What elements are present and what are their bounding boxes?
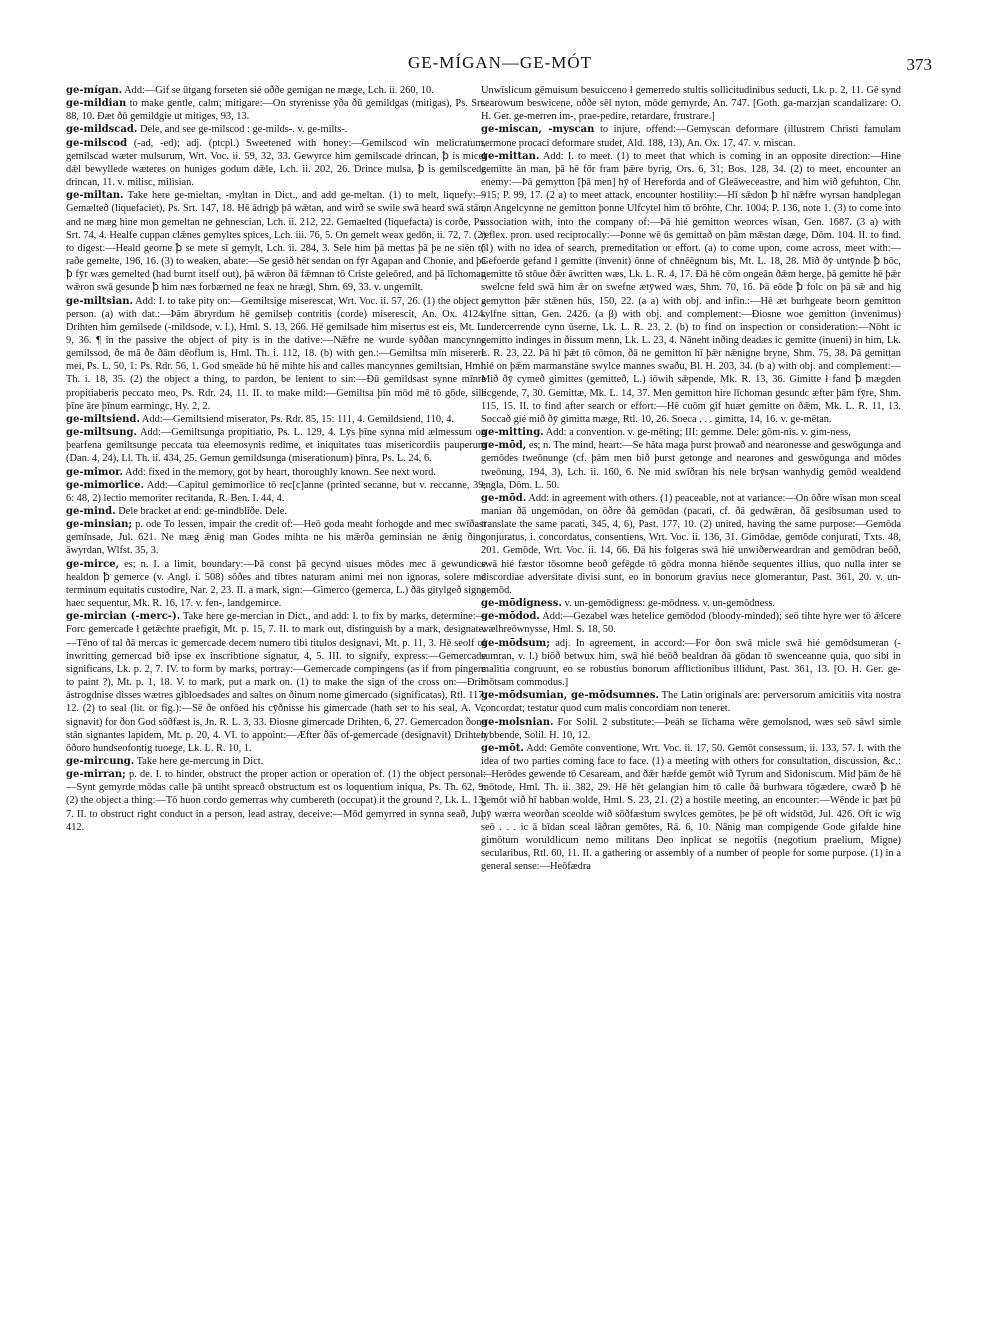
entry-text: Take here ge-mercian in Dict., and add: I. to fix by marks, determine:—Forc gemercade ł getǣchte praefigit, Mt. p. 15, 7. II. to mark out, distinguish by a mark, designate:—Tēno of tal ðā mercas ic gemercade decem numero tibi titulos designavi, Mt. p. 11, 3. Hē seolf of inwritting gemercad bið ipse ex inscribtione signatur, 4, 5. III. to signify, express:—Gemercade significans, Lk. p. 2, 7. IV. to form by marks, portray:—Gemercade compingens (as if from pingere to paint ?), Mt. p. 1, 18. V. to mark, put a mark on. (1) to make the sign of the cross on:—Ðrih āstrogdnise disses wætres gibloedsades and saltes on ðinum nome gimercado (significatas), Rtl. 117, 12. (2) to seal (lit. or fig.):—Sē ðe onfōed his cȳðnisse his gimercade (hath set to his seal, A. V.; signavit) for ðon God sōðfæst is, Jn. R. L. 3, 33. Ðiosne gimercade Drihten, 6, 27. Gemercadon ðone stān signantes lapidem, Mt. p. 20, 4. VI. to appoint:—Æfter ðās of-gemercade (designavit) Drihten ōðoro hundseofontig tuoege, Lk. L. R. 10, 1. bbox=[66, 611, 487, 754]
entry-headword: ge-mōd, bbox=[481, 440, 527, 452]
right-column bbox=[481, 84, 901, 873]
dictionary-entry bbox=[66, 755, 486, 768]
entry-headword: ge-mōdsum; bbox=[481, 637, 550, 649]
entry-text: Add: I. to take pity on:—Gemiltsige miserescat, Wrt. Voc. ii. 57, 26. (1) the object a person. (a) with dat.:—Þām ābryrdum hē gemilseþ contritis (corde) miserescit, An. Ox. 4124. Drihten him gemilsede (-mildsode, v. l.), Hml. S. 13, 266. Hē gemilsade him misertus est eis, Mt. L. 9, 36. ¶ in the passive the object of pity is in the dative:—Nǣfre ne wurde syððan mancynne gemilssod, ðe mā ðe ðām dēoflum is, Hml. Th. i. 112, 18. (b) with gen.:—Gemiltsa mīn miserere mei, Ps. L. 50, 1: Ps. Rdr. 56, 1. God smeāde hū hē mihte his and calles mancynnes gemiltsian, Hml. Th. i. 18, 35. (2) the object a thing, to pardon, be lenient to sin:—Ðū gemildsast synne mīnre propitiaberis peccato meo, Ps. Rdr. 24, 11. II. to make mild:—Gemiltsa þīn mōd mē tō gōde, sile þīne āre þīnum earmingc, Hy. 2, 2. bbox=[66, 295, 486, 412]
entry-text: Add:—Gif se ūtgang forseten sié oððe gemígan ne mæge, Lch. ii. 260, 10. bbox=[122, 85, 434, 96]
entry-text: Add:—Gezabel wæs hetelice gemōdod (bloody-minded); seō tihte hyre wer tō ǣlcere wælhreōwnysse, Hml. S. 18, 50. bbox=[481, 611, 901, 636]
entry-headword: ge-miltsung. bbox=[66, 427, 137, 439]
entry-headword: ge-mittan. bbox=[481, 150, 540, 162]
dictionary-entry bbox=[481, 123, 901, 149]
entry-headword: ge-mircian (-merc-). bbox=[66, 611, 181, 623]
entry-text: to injure, offend:—Gemyscan deformare (illustrem Christi famulam sermone procaci deformare studet, Ald. 188, 13), An. Ox. 17, 47. v. miscan. bbox=[481, 124, 901, 149]
dictionary-entry bbox=[481, 637, 901, 690]
entry-text: Add: a convention. v. ge-mēting; III: gemme. Dele: gōm-nis. v. gim-ness, bbox=[543, 427, 851, 439]
entry-text: es; n. The mind, heart:—Se hāta maga þurst þrowað and nearonesse and geswōgunga and gemōdes tweōnunge (cf. þām men bið þurst getonge and nearones and geswōgunga and mōdes tweōnung, 194, 3), Lch. ii. 160, 6. Ne mid swīðran his nele brȳsan wanhydig gemōd wealdend engla, Dōm. L. 50. bbox=[481, 440, 901, 491]
page-number: 373 bbox=[906, 55, 932, 74]
entry-headword: ge-mimorlice. bbox=[66, 479, 144, 491]
dictionary-entry bbox=[66, 137, 486, 190]
dictionary-entry bbox=[66, 505, 486, 518]
entry-text: Take here ge-mercung in Dict. bbox=[134, 755, 264, 767]
dictionary-entry bbox=[66, 518, 486, 557]
entry-text: adj. In agreement, in accord:—For ðon swā micle swā hié gemōdsumeran (-sumran, v. l.) biōð betwux him, swā hié beōð bealdran ðā gōdan tō swenceanne quia, quo sibi in malitia congruunt, eo se robustius bonorum afflictionibus illidunt, Past. 361, 13. [O. H. Ger. ge-mōtsam commodus.] bbox=[481, 637, 901, 689]
entry-text: p. ode To lessen, impair the credit of:—Heō goda meaht forhogde and mec swīðast gemīnsade, Jul. 621. Ne mæg ǣnig man Godes mihta ne his mǣrða geminsian ne ǣnig ðing āwyrdan, Wlfst. 35, 3. bbox=[66, 519, 486, 557]
dictionary-entry bbox=[66, 426, 486, 465]
dictionary-entry bbox=[66, 84, 486, 97]
entry-headword: ge-mirce, bbox=[66, 558, 120, 570]
entry-headword: ge-mimor. bbox=[66, 466, 123, 478]
entry-text: es; n. I. a limit, boundary:—Þā const þā gecynd uisues mōdes mec ā gewundice healdon ꝥ gemerce (v. Angl. i. 508) sōðes and tibtes naturam animi mei non ignoras, solere me terminum equitatis custodire, Nar. 2, 23. II. a mark, sign:—Gimerco (gemerca, L.) ðās gitylgeð signa haec sequentur, Mk. R. 16, 17. v. fen-, landgemirce. bbox=[66, 558, 486, 610]
dictionary-entry bbox=[481, 716, 901, 742]
page-title: GE-MÍGAN—GE-MÓT bbox=[407, 53, 593, 72]
entry-headword: ge-mōdsumian, ge-mōdsumnes. bbox=[481, 690, 659, 702]
entry-headword: ge-mōd. bbox=[481, 492, 527, 504]
entry-headword: ge-molsnian. bbox=[481, 716, 554, 728]
entry-headword: ge-milscod bbox=[66, 137, 128, 149]
dictionary-entry bbox=[66, 610, 486, 755]
entry-text: Add: Gemōte conventione, Wrt. Voc. ii. 17, 50. Gemōt consessum, ii. 133, 57. I. with the idea of two parties coming face to face. (1) a meeting with others for consultation, discussion, &c.:—Herōdes gewende tō Cesaream, and ðǣr hæfde gemōt wið Tyrum and Sidoniscum. Mid þām ðe hē mōtode, Hml. Th. ii. 382, 29. Hē hēt gelangian him tō calle ðā burhwara tōgædere, cwæð ꝥ hē gemōt wið hī habban wolde, Hml. S. 23, 21. (2) a hostile meeting, an encounter:—Wēnde ic þæt þū þȳ wærra weorðan sceolde wið sōðfæstum swylces gemōtes, þe þē oft widstōd, Jul. 426. Oft ic wīg seō . . . ic ā bīdan sceal lāðran gemōtes, Rā. 6, 10. Nānig man compigende Gode gifalde hine gimōtum woruldlicum nemo militans Deo inplicat se negotiis (negotium praelium, Migne) secularibus, Rtl. 60, 11. II. a gathering or assembly of a number of people for some purpose. (1) in a general sense:—Heōfædra bbox=[481, 742, 901, 873]
entry-text: Unwīslicum gēmuisum besuicceno ł gemerredo stultis sollicitudinibus seducti, Lk. p. 2, 11. Gē synd searowum beswicene, oððe sēl nyton, mōde gemyrde, An. 747. [Goth. ga-marzjan scandalizare: O. H. Ger. ge-merren im-, prae-pedire, retardare, frustrare.] bbox=[481, 85, 901, 123]
dictionary-entry bbox=[481, 597, 901, 610]
dictionary-entry bbox=[66, 97, 486, 123]
dictionary-entry bbox=[481, 439, 901, 492]
entry-text: Add: fixed in the memory, got by heart, thoroughly known. See next word. bbox=[122, 466, 436, 478]
entry-text: (-ad, -ed); adj. (ptcpl.) Sweetened with honey:—Gemilscod wīn melicratum, gemilscad wæter mulsurum, Wrt. Voc. ii. 59, 32, 33. Gewyrce him gemilscade drincan, ꝥ is micel dǣl bewyllede wæteres on huniges godum dǣle, Lch. ii. 202, 26. Drince mulsa, ꝥ is gemilscede drincan, 11. v. milisc, milisian. bbox=[66, 137, 486, 189]
dictionary-entry bbox=[481, 689, 901, 715]
entry-headword: ge-miltsian. bbox=[66, 295, 133, 307]
left-column bbox=[66, 84, 486, 834]
entry-headword: ge-miscan, -myscan bbox=[481, 124, 595, 136]
dictionary-entry bbox=[481, 742, 901, 874]
dictionary-entry bbox=[481, 150, 901, 426]
entry-text: Dele, and see ge-milscod : ge-milds-. v. ge-milts-. bbox=[137, 124, 348, 136]
entry-text: Add:—Capitul gemimorlice tō rec[c]anne (printed secanne, but v. reccanne, 39, 6: 48, 2) lectio memoriter recitanda, R. Ben. I. 44, 4. bbox=[66, 479, 486, 504]
entry-text: Add: in agreement with others. (1) peaceable, not at variance:—On ōðre wīsan mon sceal manian ðā ungemōdan, on ōðre ðā gemōdan (pacati, cf. ðā gedwǣran, ðā gesibsuman used to translate the same pacati, 345, 4, 6), Past. 177, 10. (2) united, having the same purpose:—Gemōda conjuratus, i. concordatus, consentiens, Wrt. Voc. ii. 136, 31. Gimōdae, gemōde conjurati, Txts. 48, 201. Gemōde, Wrt. Voc. ii. 14, 66. Ðā his folgeras swā hié unwiðerweardran and gemōdran beōð, swā hié fæstor tōsomne beoð gefēgde tō gōdra monna hiēnðe sequentes illius, quo nulla inter se discordiae adversitate divisi sunt, eo in bonorum gravius nece glomerantur, Past. 361, 20. v. un-gemōd. bbox=[481, 492, 901, 596]
entry-headword: ge-mircung. bbox=[66, 755, 135, 767]
entry-text: The Latin originals are: perversorum amicitiis vita nostra concordat; testatur quod cum malis concordiam non teneret. bbox=[481, 690, 901, 715]
dictionary-entry bbox=[66, 479, 486, 505]
entry-text: Add: I. to meet. (1) to meet that which is coming in an opposite direction:—Hine gemitte ān man, þā hē fōr fram þǣre byrig, Ors. 6, 31; Bos. 128, 34. (2) to meet, encounter an enemy:—Þā gemytton [þā men] hȳ of Hereforda and of Gleāweceastre, and him wið gefuhton, Chr. 915; P. 99, 17. (2 a) to meet attack, encounter hostility:—Hī sǣdon ꝥ hī nǣfre wyrsan handplegan on Angelcynne ne gemitton þonne Ulfcytel him tō brōhte, Chr. 1004; P. 136, note 1. (3) to come into association with, into the company of:—Þā hié gemitton weorces wīsan, Gen. 1687. (3 a) with reflex. pron. used reciprocally:—Þonne wē ūs gemittað on þām mǣstan dæge, Dōm. 104. II. to find. (1) with no idea of search, premeditation or effort. (a) to come upon, come across, meet with:—Gefoerde gefand ł gemitte (invenit) ōnne of cħnēēgnum bis, Mt. L. 18, 28. Mið ðȳ untȳnde ꝥ bōc, gemitte tō stōue ðǣr āwritten wæs, Lk. L. R. 4, 17. Ðā hē cōm ongeān ðǣm herge, þā gemitte hē þǣr swelcne feld swā him ǣr on swefne ætȳwed wæs, Shm. 70, 16. Þā eōde ꝥ folc on þā sǣ and hig gemytton þǣr stǣnen hūs, 150, 22. (a a) with obj. and infin.:—Hē æt burhgeate beorn gemitton sylfne sittan, Gen. 2426. (a β) with obj. and complement:—Ðiosne woe gemitton (invenimus) undercerrende cynn ūserne, Lk. L. R. 23, 2. (b) to find on inspection or consideration:—Nōht ic gemitto indinges in ðissum menn, Lk. L. 23, 4. Nāneht inðing deadæs ic gemitte (inueni) in him, Lk. L. R. 23, 22. Þā hī þǣt tō cōmon, ðā ne gemitton hī þǣr nǣnigne bryne, Shm. 75, 38. Þā gemittan hié on þǣm marmanstāne swylce mannes swaðu, Bl. H. 203, 34. (b a) with obj. and complement:—Mið ðȳ cymeð gimittes (gemitteð, L.) iōwih sǣpende, Mk. R. 13, 36. Gimitte ł fand ꝥ mægden licgende, 7, 30. Gemittæ, Mk. L. 14, 37. Men gemitton hire līchoman gesundc æfter þām fȳre, Shm. 115, 15. II. to find after search or effort:—Hē cuōm gif huæt gemitte on ðǣm, Mk. L. R. 11, 13. Soccað gié mið ðȳ gimitta mæge, Rtl. 10, 26. Soeca . . . gimitta, 14, 16. v. ge-mētan. bbox=[481, 150, 901, 425]
entry-headword: ge-mildscad. bbox=[66, 124, 138, 136]
entry-headword: ge-minsian; bbox=[66, 519, 133, 531]
entry-headword: ge-mōdod. bbox=[481, 611, 540, 623]
entry-headword: ge-mind. bbox=[66, 506, 116, 517]
entry-text: Add:—Gemiltsunga propitiatio, Ps. L. 129, 4. Lȳs þīne synna mid ælmessum on þearfena gemiltsunge peccata tua eleemosynis redime, et iniquitates tuas misericordiis pauperum (Dan. 4, 24), Ll. Th. ii. 434, 25. Gemun gemildsunga (miserationum) þīnra, Ps. L. 24, 6. bbox=[66, 427, 486, 465]
dictionary-entry bbox=[66, 123, 486, 136]
entry-headword: ge-mitting. bbox=[481, 427, 544, 439]
dictionary-entry bbox=[66, 466, 486, 479]
dictionary-entry bbox=[481, 610, 901, 636]
entry-text: For Solil. 2 substitute:—Þeáh se līchama wēre gemolsnod, wæs seō sāwl simle lybbende, Solil. H. 10, 12. bbox=[481, 716, 901, 741]
entry-text: Dele bracket at end: ge-mindblīðe. Dele. bbox=[115, 506, 288, 517]
entry-text: Add:—Gemiltsiend miserator, Ps. Rdr. 85, 15: 111, 4. Gemildsiend, 110, 4. bbox=[139, 413, 455, 425]
entry-headword: ge-miltan. bbox=[66, 190, 124, 202]
entry-headword: ge-mōdigness. bbox=[481, 598, 562, 610]
entry-headword: ge-miltsiend. bbox=[66, 413, 140, 425]
entry-text: Take here ge-mieltan, -myltan in Dict., and add ge-meltan. (1) to melt, liquefy:—Gemælteð (liquefaciet), Ps. Srt. 147, 18. Hē ādrigþ þā wǣtan, and wirð se swile swā heard swā stān, and ne mæg hine mon gemeltan ne gehnescian, Lch. ii. 212, 22. Gemaelted (liquefacta) is corðe, Ps. Srt. 74, 4. Healfe cuppan clǣnes gemyltes spices, Lch. iii. 76, 5. On gemelt weax gedōn, ii. 72, 7. (2) to digest:—Heald georne ꝥ se mete sī gemylt, Lch. ii. 284, 3. Sele him þā mettas þā þe ne siēn tō raðe gemelte, 196, 16. (3) to weaken, abate:—Se gesið hēt sendan on fȳr Agapan and Chonie, and þā ꝥ fȳr wæs gemelted (had burnt itself out), þā wǣron ðā fǣmnan tō Criste geleōred, and þā līchoman wǣron swā gesunde ꝥ him næs forbærned ne feax ne hrægl, Shm. 69, 33. v. ungemilt. bbox=[66, 190, 486, 294]
dictionary-entry bbox=[66, 189, 486, 294]
dictionary-entry bbox=[66, 768, 486, 834]
dictionary-entry bbox=[481, 492, 901, 597]
running-head bbox=[0, 53, 1000, 77]
dictionary-entry bbox=[66, 558, 486, 611]
dictionary-entry bbox=[481, 426, 901, 439]
entry-headword: ge-mōt. bbox=[481, 742, 524, 754]
entry-headword: ge-mígan. bbox=[66, 85, 123, 96]
dictionary-entry bbox=[481, 84, 901, 123]
entry-headword: ge-mirran; bbox=[66, 769, 126, 781]
dictionary-entry bbox=[66, 413, 486, 426]
dictionary-entry bbox=[66, 295, 486, 413]
entry-text: p. de. I. to hinder, obstruct the proper action or operation of. (1) the object personal:—Synt gemyrde mōdas calle þā untiht spreacð obstructum est os loquentium iniqua, Ps. Th. 62, 9. (2) the object a thing:—Tō huon cordo gemerras why cumbereth (occupat) it the ground ?, Lk. L. 13, 7. II. to obstruct right conduct in a person, lead astray, deceive:—Mōd gemyrred in synna seað, Jul. 412. bbox=[66, 769, 486, 833]
entry-headword: ge-mildian bbox=[66, 98, 127, 110]
entry-text: v. un-gemōdigness: ge-mōdness. v. un-gemōdness. bbox=[561, 598, 775, 610]
entry-text: to make gentle, calm; mitigare:—On styrenisse ȳða ðū gemildgas (mitigas), Ps. Srt. 88, 10. Ðæt ðū gemildgie ut mitiges, 93, 13. bbox=[66, 98, 486, 123]
